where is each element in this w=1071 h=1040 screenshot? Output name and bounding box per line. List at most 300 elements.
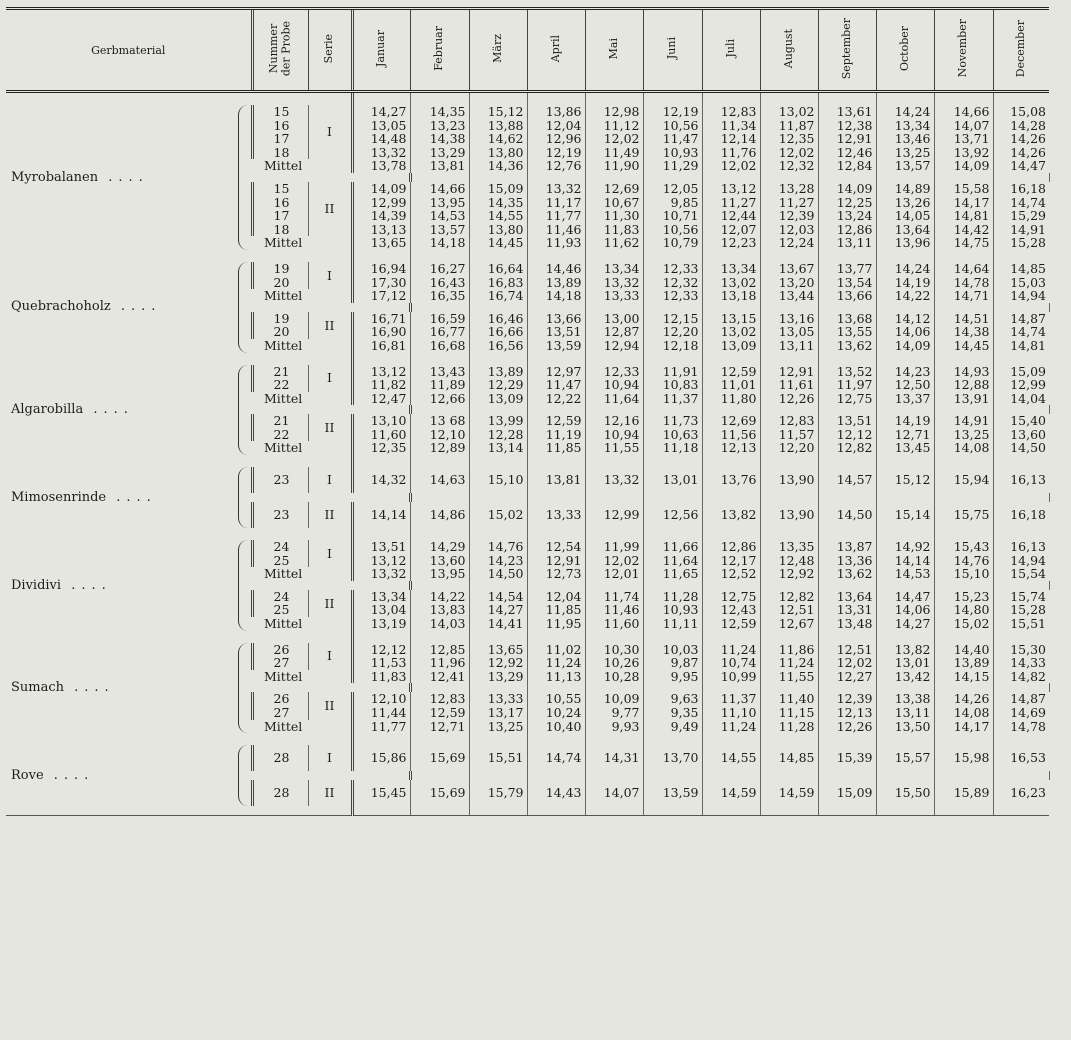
value-cell: 12,15 [643, 312, 702, 326]
mittel-value: 11,83 [352, 670, 410, 684]
value-cell: 11,46 [585, 603, 643, 617]
value-cell: 11,46 [527, 223, 585, 237]
spacer-cell [760, 353, 818, 365]
serie-label: I [308, 467, 352, 493]
value-cell: 14,94 [993, 554, 1049, 568]
mittel-value: 12,41 [410, 670, 469, 684]
material-name-text: Sumach [11, 680, 65, 696]
mittel-value: 12,92 [760, 567, 818, 581]
mittel-value: 12,76 [527, 159, 585, 173]
value-cell: 13,67 [760, 262, 818, 276]
value-cell: 12,92 [469, 656, 527, 670]
spacer-cell [6, 92, 352, 106]
mittel-value: 13,65 [352, 236, 410, 250]
value-cell: 14,07 [585, 780, 643, 806]
value-cell: 12,51 [818, 643, 876, 657]
value-cell: 13,32 [352, 146, 410, 160]
value-cell: 12,12 [352, 643, 410, 657]
value-cell: 14,51 [934, 312, 993, 326]
spacer-cell [585, 353, 643, 365]
value-cell: 12,87 [585, 325, 643, 339]
mittel-value: 12,59 [702, 617, 760, 631]
probe-number: 24 [252, 590, 308, 604]
spacer-cell [1049, 581, 1065, 590]
table-row [6, 540, 1065, 554]
header-probe [252, 9, 308, 92]
mittel-value: 13,91 [934, 392, 993, 406]
spacer-cell [643, 493, 702, 502]
value-cell: 12,69 [585, 182, 643, 196]
value-cell: 14,85 [993, 262, 1049, 276]
value-cell: 16,43 [410, 276, 469, 290]
leader-dots: .... [61, 577, 112, 593]
mittel-value: 11,55 [760, 670, 818, 684]
mittel-label: Mittel [264, 616, 303, 632]
mittel-value: 13,11 [760, 339, 818, 353]
mittel-value: 13,48 [818, 617, 876, 631]
header-month-text: Mai [606, 37, 620, 60]
spacer-cell [585, 806, 643, 816]
mittel-value: 14,94 [993, 289, 1049, 303]
value-cell: 15,09 [993, 365, 1049, 379]
value-cell: 13,52 [818, 365, 876, 379]
value-cell: 14,74 [527, 745, 585, 771]
mittel-value: 10,99 [702, 670, 760, 684]
value-cell: 14,33 [993, 656, 1049, 670]
value-cell: 10,09 [585, 692, 643, 706]
serie-label: II [308, 182, 352, 236]
mittel-value: 14,78 [993, 720, 1049, 734]
value-cell: 15,02 [469, 502, 527, 528]
material-name [6, 262, 252, 353]
value-cell: 11,60 [352, 428, 410, 442]
header-month-text: Juni [665, 37, 679, 60]
value-cell: 12,82 [760, 590, 818, 604]
value-cell: 16,18 [993, 502, 1049, 528]
material-name [6, 105, 252, 250]
serie-label: II [308, 414, 352, 441]
spacer-cell [818, 806, 876, 816]
value-cell: 14,26 [934, 692, 993, 706]
mittel-value: 12,75 [818, 392, 876, 406]
mittel-value: 14,27 [876, 617, 934, 631]
value-cell: 15,14 [876, 502, 934, 528]
spacer-cell [643, 806, 702, 816]
header-serie [308, 9, 352, 92]
brace-icon [238, 365, 249, 456]
value-cell: 11,02 [527, 643, 585, 657]
spacer-cell [410, 631, 469, 643]
value-cell: 15,86 [352, 745, 410, 771]
value-cell: 14,28 [993, 119, 1049, 133]
value-cell: 13,31 [818, 603, 876, 617]
value-cell: 14,32 [352, 467, 410, 493]
value-cell: 12,13 [818, 706, 876, 720]
value-cell: 13,02 [702, 276, 760, 290]
spacer-row [6, 353, 1065, 365]
spacer-cell [527, 455, 585, 467]
value-cell: 12,04 [527, 590, 585, 604]
mittel-value: 11,13 [527, 670, 585, 684]
spacer-cell [934, 92, 993, 106]
value-cell: 15,09 [818, 780, 876, 806]
value-cell: 12,28 [469, 428, 527, 442]
header-month-text: Juli [723, 39, 737, 58]
mittel-value: 13,96 [876, 236, 934, 250]
header-month [469, 9, 527, 92]
value-cell: 14,55 [469, 209, 527, 223]
value-cell: 11,57 [760, 428, 818, 442]
data-table [6, 7, 1065, 816]
header-month [352, 9, 410, 92]
mittel-value: 11,18 [643, 441, 702, 455]
value-cell: 14,24 [876, 262, 934, 276]
mittel-value: 12,22 [527, 392, 585, 406]
value-cell: 12,50 [876, 378, 934, 392]
value-cell: 12,98 [585, 105, 643, 119]
value-cell: 12,83 [410, 692, 469, 706]
value-cell: 11,87 [760, 119, 818, 133]
spacer-cell [352, 806, 410, 816]
spacer-cell [643, 631, 702, 643]
value-cell: 13,61 [818, 105, 876, 119]
mittel-label: Mittel [264, 668, 303, 684]
value-cell: 12,99 [585, 502, 643, 528]
probe-number: 17 [252, 132, 308, 146]
value-cell: 13,12 [352, 365, 410, 379]
value-cell: 14,92 [876, 540, 934, 554]
value-cell: 12,46 [818, 146, 876, 160]
value-cell: 11,37 [702, 692, 760, 706]
mittel-value: 15,28 [993, 236, 1049, 250]
value-cell: 10,63 [643, 428, 702, 442]
spacer-cell [818, 733, 876, 745]
probe-number: 15 [252, 105, 308, 119]
value-cell: 11,27 [702, 196, 760, 210]
value-cell: 14,81 [934, 209, 993, 223]
value-cell: 14,89 [876, 182, 934, 196]
value-cell: 13,55 [818, 325, 876, 339]
value-cell: 11,24 [702, 643, 760, 657]
spacer-cell [410, 353, 469, 365]
mittel-value: 9,95 [643, 670, 702, 684]
mittel-value: 12,20 [760, 441, 818, 455]
value-cell: 13,32 [585, 467, 643, 493]
spacer-cell [643, 92, 702, 106]
value-cell: 10,03 [643, 643, 702, 657]
spacer-cell [1049, 173, 1065, 182]
spacer-cell [934, 455, 993, 467]
value-cell: 12,39 [818, 692, 876, 706]
value-cell: 12,25 [818, 196, 876, 210]
value-cell: 10,94 [585, 428, 643, 442]
material-name [6, 745, 252, 806]
mittel-value: 13,45 [876, 441, 934, 455]
value-cell: 15,08 [993, 105, 1049, 119]
value-cell: 12,38 [818, 119, 876, 133]
value-cell: 14,12 [876, 312, 934, 326]
value-cell: 13,76 [702, 467, 760, 493]
spacer-cell [252, 771, 410, 780]
value-cell: 13,32 [585, 276, 643, 290]
value-cell: 9,77 [585, 706, 643, 720]
spacer-cell [876, 92, 934, 106]
mittel-value: 11,62 [585, 236, 643, 250]
brace-icon [238, 745, 249, 806]
value-cell: 14,09 [818, 182, 876, 196]
spacer-cell [876, 493, 934, 502]
probe-number: 20 [252, 325, 308, 339]
mittel-value: 16,81 [352, 339, 410, 353]
value-cell: 12,86 [702, 540, 760, 554]
mittel-value: 13,19 [352, 617, 410, 631]
value-cell: 15,98 [934, 745, 993, 771]
value-cell: 14,53 [410, 209, 469, 223]
spacer-cell [585, 733, 643, 745]
value-cell: 10,83 [643, 378, 702, 392]
leader-dots: .... [98, 169, 149, 185]
spacer-cell [702, 455, 760, 467]
mittel-value: 14,17 [934, 720, 993, 734]
value-cell: 12,39 [760, 209, 818, 223]
probe-number: 16 [252, 119, 308, 133]
mittel-value: 11,24 [702, 720, 760, 734]
spacer-cell [527, 631, 585, 643]
spacer-cell [585, 455, 643, 467]
value-cell: 13,28 [760, 182, 818, 196]
mittel-value: 13,18 [702, 289, 760, 303]
value-cell: 13,92 [934, 146, 993, 160]
value-cell: 11,91 [643, 365, 702, 379]
leader-dots: .... [64, 680, 115, 696]
value-cell: 13,89 [934, 656, 993, 670]
header-month [818, 9, 876, 92]
spacer-cell [876, 733, 934, 745]
value-cell: 14,23 [876, 365, 934, 379]
value-cell: 13,00 [585, 312, 643, 326]
value-cell: 12,33 [643, 262, 702, 276]
value-cell: 13,43 [410, 365, 469, 379]
header-probe-text: Nummer der Probe [266, 20, 293, 77]
spacer-cell [993, 92, 1049, 106]
header-month [934, 9, 993, 92]
probe-number: 26 [252, 643, 308, 657]
value-cell: 15,39 [818, 745, 876, 771]
value-cell: 12,56 [643, 502, 702, 528]
value-cell: 13,26 [876, 196, 934, 210]
mittel-value: 9,93 [585, 720, 643, 734]
spacer-row [6, 733, 1065, 745]
value-cell: 14,17 [934, 196, 993, 210]
spacer-cell [527, 493, 585, 502]
value-cell: 10,94 [585, 378, 643, 392]
probe-number: 23 [252, 502, 308, 528]
spacer-cell [410, 455, 469, 467]
spacer-cell [760, 806, 818, 816]
mittel-label: Mittel [264, 390, 303, 406]
value-cell: 10,93 [643, 603, 702, 617]
probe-number: 25 [252, 554, 308, 568]
mittel-value: 12,52 [702, 567, 760, 581]
value-cell: 14,06 [876, 325, 934, 339]
value-cell: 13,87 [818, 540, 876, 554]
spacer-cell [760, 631, 818, 643]
table-row [6, 262, 1065, 276]
mittel-value: 13,29 [469, 670, 527, 684]
header-month-text: November [956, 19, 970, 78]
mittel-value: 14,82 [993, 670, 1049, 684]
mittel-value: 12,26 [818, 720, 876, 734]
value-cell: 13,82 [702, 502, 760, 528]
value-cell: 10,93 [643, 146, 702, 160]
mittel-value: 15,02 [934, 617, 993, 631]
spacer-cell [643, 455, 702, 467]
mittel-value: 14,03 [410, 617, 469, 631]
value-cell: 14,91 [993, 223, 1049, 237]
serie-label: II [308, 502, 352, 528]
value-cell: 13,11 [876, 706, 934, 720]
value-cell: 11,49 [585, 146, 643, 160]
value-cell: 10,56 [643, 119, 702, 133]
value-cell: 13,51 [527, 325, 585, 339]
value-cell: 14,74 [993, 325, 1049, 339]
material-name [6, 365, 252, 456]
spacer-row [6, 806, 1065, 816]
value-cell: 13 68 [410, 414, 469, 428]
value-cell: 13,20 [760, 276, 818, 290]
mittel-value: 13,14 [469, 441, 527, 455]
probe-number: 28 [252, 780, 308, 806]
mittel-value: 9,49 [643, 720, 702, 734]
value-cell: 13,88 [469, 119, 527, 133]
value-cell: 15,69 [410, 780, 469, 806]
value-cell: 15,79 [469, 780, 527, 806]
value-cell: 13,38 [876, 692, 934, 706]
value-cell: 9,63 [643, 692, 702, 706]
mittel-value: 11,80 [702, 392, 760, 406]
material-name-text: Dividivi [11, 577, 62, 593]
probe-number: 22 [252, 428, 308, 442]
spacer-cell [6, 250, 352, 262]
probe-number: 27 [252, 656, 308, 670]
value-cell: 14,62 [469, 132, 527, 146]
value-cell: 16,18 [993, 182, 1049, 196]
value-cell: 11,10 [702, 706, 760, 720]
value-cell: 14,06 [876, 603, 934, 617]
value-cell: 12,19 [643, 105, 702, 119]
value-cell: 13,36 [818, 554, 876, 568]
mittel-value: 12,35 [352, 441, 410, 455]
value-cell: 13,89 [527, 276, 585, 290]
value-cell: 14,91 [934, 414, 993, 428]
value-cell: 12,29 [469, 378, 527, 392]
value-cell: 13,01 [643, 467, 702, 493]
mittel-value: 11,85 [527, 441, 585, 455]
value-cell: 12,17 [702, 554, 760, 568]
value-cell: 12,19 [527, 146, 585, 160]
mittel-label: Mittel [264, 566, 303, 582]
mittel-value: 14,45 [934, 339, 993, 353]
value-cell: 12,99 [993, 378, 1049, 392]
spacer-cell [993, 493, 1049, 502]
header-month-text: April [548, 34, 562, 63]
value-cell: 12,20 [643, 325, 702, 339]
value-cell: 12,02 [760, 146, 818, 160]
spacer-cell [818, 92, 876, 106]
value-cell: 14,50 [818, 502, 876, 528]
spacer-cell [760, 455, 818, 467]
mittel-value: 14,15 [934, 670, 993, 684]
mittel-value: 10,79 [643, 236, 702, 250]
value-cell: 14,27 [352, 105, 410, 119]
value-cell: 14,93 [934, 365, 993, 379]
value-cell: 11,53 [352, 656, 410, 670]
spacer-cell [352, 631, 410, 643]
spacer-cell [643, 771, 702, 780]
mittel-value: 11,37 [643, 392, 702, 406]
spacer-cell [469, 92, 527, 106]
value-cell: 13,80 [469, 223, 527, 237]
value-cell: 14,08 [934, 706, 993, 720]
spacer-cell [934, 806, 993, 816]
mittel-label: Mittel [264, 235, 303, 251]
value-cell: 12,99 [352, 196, 410, 210]
spacer-cell [1049, 493, 1065, 502]
value-cell: 13,10 [352, 414, 410, 428]
mittel-value: 12,89 [410, 441, 469, 455]
mittel-value: 12,82 [818, 441, 876, 455]
mittel-value: 13,66 [818, 289, 876, 303]
value-cell: 15,29 [993, 209, 1049, 223]
value-cell: 11,89 [410, 378, 469, 392]
spacer-cell [934, 353, 993, 365]
serie-label: I [308, 745, 352, 771]
value-cell: 15,28 [993, 603, 1049, 617]
spacer-cell [934, 631, 993, 643]
value-cell: 12,10 [410, 428, 469, 442]
mittel-value: 14,81 [993, 339, 1049, 353]
header-month [527, 9, 585, 92]
serie-label: I [308, 540, 352, 567]
spacer-cell [352, 733, 410, 745]
value-cell: 14,14 [352, 502, 410, 528]
value-cell: 14,48 [352, 132, 410, 146]
value-cell: 13,68 [818, 312, 876, 326]
spacer-cell [876, 353, 934, 365]
value-cell: 12,59 [410, 706, 469, 720]
spacer-cell [410, 806, 469, 816]
serie-label: II [308, 780, 352, 806]
value-cell: 13,57 [410, 223, 469, 237]
leader-dots: .... [106, 489, 157, 505]
value-cell: 13,33 [469, 692, 527, 706]
spacer-cell [410, 92, 469, 106]
mittel-value: 14,47 [993, 159, 1049, 173]
header-month-text: August [781, 28, 795, 69]
value-cell: 14,69 [993, 706, 1049, 720]
value-cell: 12,16 [585, 414, 643, 428]
value-cell: 14,19 [876, 414, 934, 428]
mittel-value: 12,13 [702, 441, 760, 455]
leader-dots: .... [83, 401, 134, 417]
value-cell: 13,25 [934, 428, 993, 442]
header-month [993, 9, 1049, 92]
value-cell: 13,29 [410, 146, 469, 160]
value-cell: 11,76 [702, 146, 760, 160]
mittel-value: 14,41 [469, 617, 527, 631]
mittel-value: 14,09 [876, 339, 934, 353]
header-material: Gerbmaterial [6, 9, 252, 92]
